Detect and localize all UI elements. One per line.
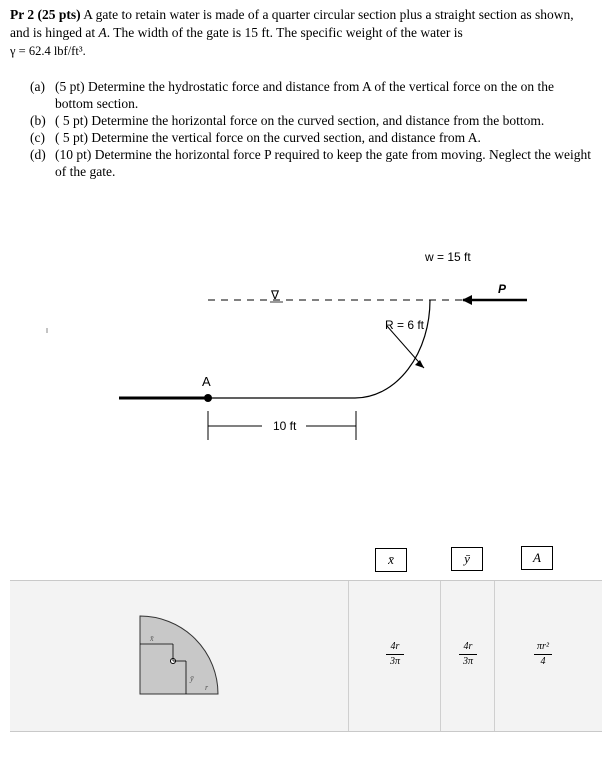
part-b xyxy=(30,112,595,129)
r-label: r xyxy=(205,683,209,692)
xbar-formula xyxy=(380,641,410,667)
area-formula xyxy=(528,641,558,667)
part-text: ( 5 pt) Determine the vertical force on the curved section, and distance from A. xyxy=(55,130,481,145)
xbar-den: 3π xyxy=(389,656,400,667)
problem-statement xyxy=(10,6,595,60)
column-divider xyxy=(440,581,441,731)
statement-text-2: . The width of the gate is 15 ft. The specific weight of the water is xyxy=(106,25,463,40)
header-area: A xyxy=(521,546,553,570)
surface-symbol: ∇ xyxy=(271,288,280,302)
force-p-label: P xyxy=(498,282,507,296)
part-text: ( 5 pt) Determine the horizontal force on the curved section, and distance from the bottom. xyxy=(55,113,545,128)
part-text: (5 pt) Determine the hydrostatic force and distance from A of the vertical force on the on the bottom section. xyxy=(55,79,554,111)
ybar-formula xyxy=(453,641,483,667)
header-ybar: ȳ xyxy=(451,547,483,571)
width-label: w = 15 ft xyxy=(425,250,471,264)
quarter-circle-figure xyxy=(138,614,223,699)
area-den: 4 xyxy=(540,656,546,667)
hinge-ref: A xyxy=(98,25,107,40)
hinge-pin xyxy=(204,394,212,402)
parts-list xyxy=(30,78,595,180)
fraction-bar xyxy=(386,654,404,655)
part-text: (10 pt) Determine the horizontal force P required to keep the gate from moving. Neglect the weight of the gate. xyxy=(55,147,591,179)
column-divider xyxy=(348,581,349,731)
radius-arrowhead xyxy=(415,360,424,368)
fraction-bar xyxy=(534,654,552,655)
part-a xyxy=(30,78,595,112)
fraction-bar xyxy=(459,654,477,655)
gate-diagram xyxy=(0,200,602,460)
problem-title: Pr 2 (25 pts) xyxy=(10,7,81,22)
part-label: (c) xyxy=(30,130,45,145)
centroid-table xyxy=(10,580,602,732)
xbar-label: x̄ xyxy=(150,634,154,643)
length-label: 10 ft xyxy=(273,419,297,433)
part-c xyxy=(30,129,595,146)
hinge-label: A xyxy=(202,374,211,389)
xbar-num: 4r xyxy=(390,641,400,652)
part-d xyxy=(30,146,595,180)
ybar-num: 4r xyxy=(463,641,473,652)
specific-weight: γ = 62.4 lbf/ft³. xyxy=(10,44,86,58)
ybar-label: ȳ xyxy=(190,674,194,683)
part-label: (d) xyxy=(30,147,46,162)
part-label: (a) xyxy=(30,79,45,94)
statement-text: A gate to retain water is made of a quarter circular section plus a straight section as shown, and is hinged at xyxy=(10,7,574,40)
gate-curve xyxy=(355,300,430,398)
radius-label: R = 6 ft xyxy=(385,318,425,332)
area-num: πr² xyxy=(537,641,549,652)
column-divider xyxy=(494,581,495,731)
header-xbar: x̄ xyxy=(375,548,407,572)
ybar-den: 3π xyxy=(462,656,473,667)
part-label: (b) xyxy=(30,113,46,128)
